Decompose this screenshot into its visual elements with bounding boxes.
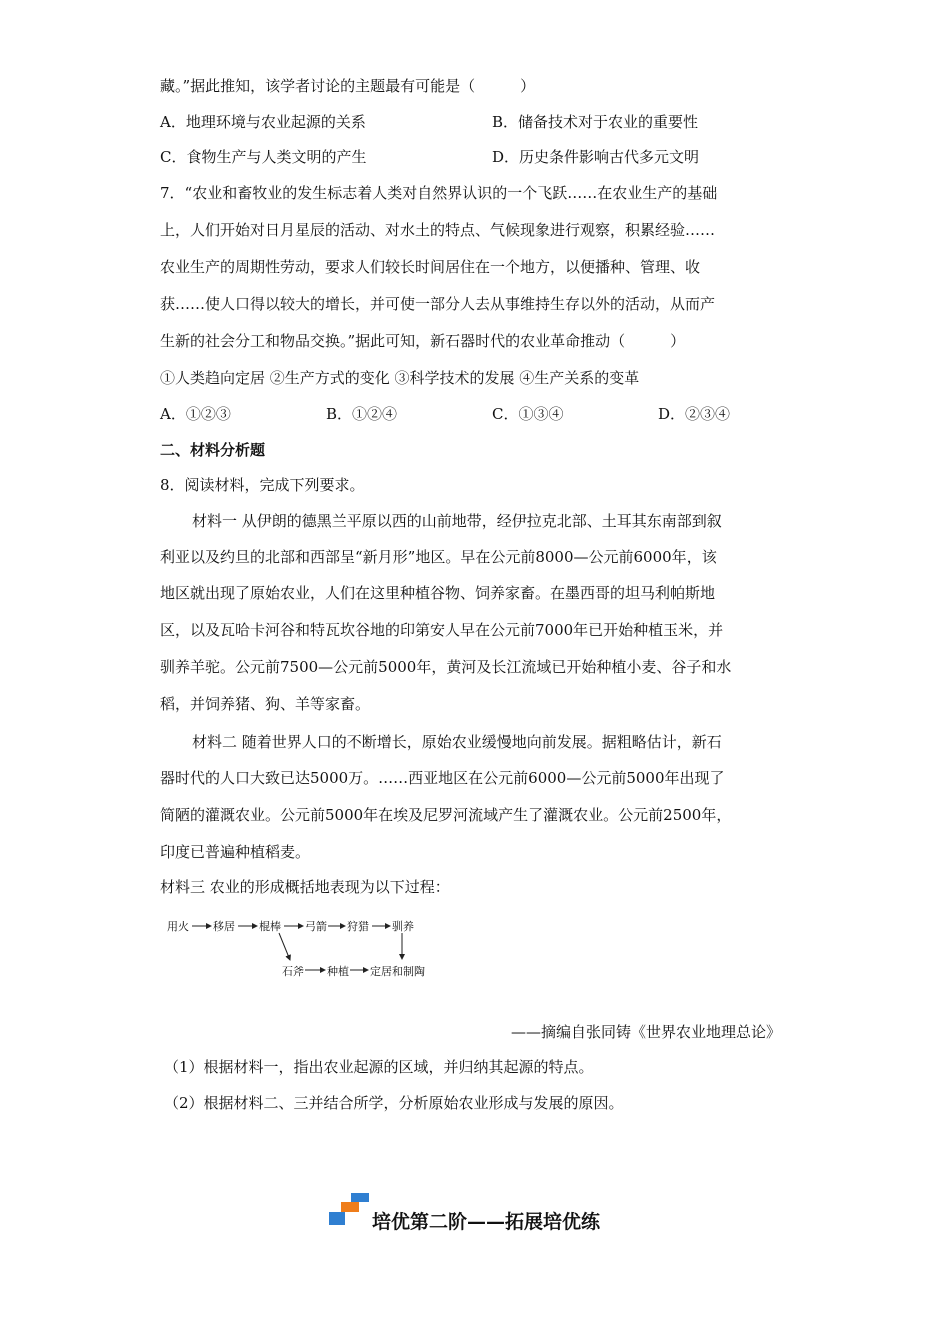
q7-items: ①人类趋向定居 ②生产方式的变化 ③科学技术的发展 ④生产关系的变革 bbox=[160, 369, 640, 387]
material-2-line: 简陋的灌溉农业。公元前5000年在埃及尼罗河流域产生了灌溉农业。公元前2500年， bbox=[160, 806, 732, 824]
material-1-line: 材料一 从伊朗的德黑兰平原以西的山前地带，经伊拉克北部、土耳其东南部到叙 bbox=[192, 512, 722, 530]
flow-node: 种植 bbox=[327, 965, 349, 978]
source-citation: ——摘编自张同铸《世界农业地理总论》 bbox=[511, 1023, 782, 1041]
flow-node: 定居和制陶 bbox=[370, 965, 425, 978]
material-2-line: 材料二 随着世界人口的不断增长，原始农业缓慢地向前发展。据粗略估计，新石 bbox=[192, 733, 722, 751]
q7-line: 7．“农业和畜牧业的发生标志着人类对自然界认识的一个飞跃……在农业生产的基础 bbox=[160, 184, 718, 202]
flow-node: 狩猎 bbox=[347, 920, 369, 933]
q7-option-b: B．①②④ bbox=[326, 405, 398, 423]
q8-intro: 8．阅读材料，完成下列要求。 bbox=[160, 476, 365, 494]
flow-node: 驯养 bbox=[392, 920, 414, 933]
flow-node: 移居 bbox=[213, 920, 235, 933]
material-2-line: 印度已普遍种植稻麦。 bbox=[160, 843, 311, 861]
question-1: （1）根据材料一，指出农业起源的区域，并归纳其起源的特点。 bbox=[164, 1058, 594, 1076]
material-1-line: 地区就出现了原始农业，人们在这里种植谷物、饲养家畜。在墨西哥的坦马利帕斯地 bbox=[160, 584, 716, 602]
flow-node: 石斧 bbox=[282, 965, 304, 978]
q7-option-d: D．②③④ bbox=[658, 405, 731, 423]
material-2-line: 器时代的人口大致已达5000万。……西亚地区在公元前6000—公元前5000年出现了 bbox=[160, 769, 725, 787]
question-2: （2）根据材料二、三并结合所学，分析原始农业形成与发展的原因。 bbox=[164, 1094, 624, 1112]
q7-option-c: C．①③④ bbox=[492, 405, 564, 423]
material-3-intro: 材料三 农业的形成概括地表现为以下过程： bbox=[160, 878, 450, 896]
section-heading: 培优第二阶——拓展培优练 bbox=[372, 1211, 601, 1233]
material-1-line: 驯养羊驼。公元前7500—公元前5000年，黄河及长江流域已开始种植小麦、谷子和水 bbox=[160, 658, 732, 676]
q6-tail: 藏。”据此推知，该学者讨论的主题最有可能是（ ） bbox=[160, 77, 536, 95]
flow-arrow bbox=[279, 933, 290, 960]
q7-line: 获……使人口得以较大的增长，并可使一部分人去从事维持生存以外的活动，从而产 bbox=[160, 295, 716, 313]
q6-option-b: B．储备技术对于农业的重要性 bbox=[492, 113, 699, 131]
flow-node: 用火 bbox=[167, 920, 189, 933]
flow-node: 弓箭 bbox=[305, 920, 327, 933]
q6-option-d: D．历史条件影响古代多元文明 bbox=[492, 148, 700, 166]
flow-node: 棍棒 bbox=[259, 920, 281, 933]
q7-line: 生新的社会分工和物品交换。”据此可知，新石器时代的农业革命推动（ ） bbox=[160, 332, 686, 350]
q7-line: 农业生产的周期性劳动，要求人们较长时间居住在一个地方，以便播种、管理、收 bbox=[160, 258, 701, 276]
material-1-line: 区，以及瓦哈卡河谷和特瓦坎谷地的印第安人早在公元前7000年已开始种植玉米，并 bbox=[160, 621, 724, 639]
q7-line: 上，人们开始对日月星辰的活动、对水土的特点、气候现象进行观察，积累经验…… bbox=[160, 221, 716, 239]
material-1-line: 利亚以及约旦的北部和西部呈“新月形”地区。早在公元前8000—公元前6000年，该 bbox=[160, 548, 717, 566]
section-logo bbox=[329, 1193, 369, 1225]
q7-option-a: A．①②③ bbox=[160, 405, 231, 423]
section-title: 二、材料分析题 bbox=[160, 441, 266, 459]
material-1-line: 稻，并饲养猪、狗、羊等家畜。 bbox=[160, 695, 371, 713]
q6-option-c: C．食物生产与人类文明的产生 bbox=[160, 148, 367, 166]
q6-option-a: A．地理环境与农业起源的关系 bbox=[160, 113, 366, 131]
